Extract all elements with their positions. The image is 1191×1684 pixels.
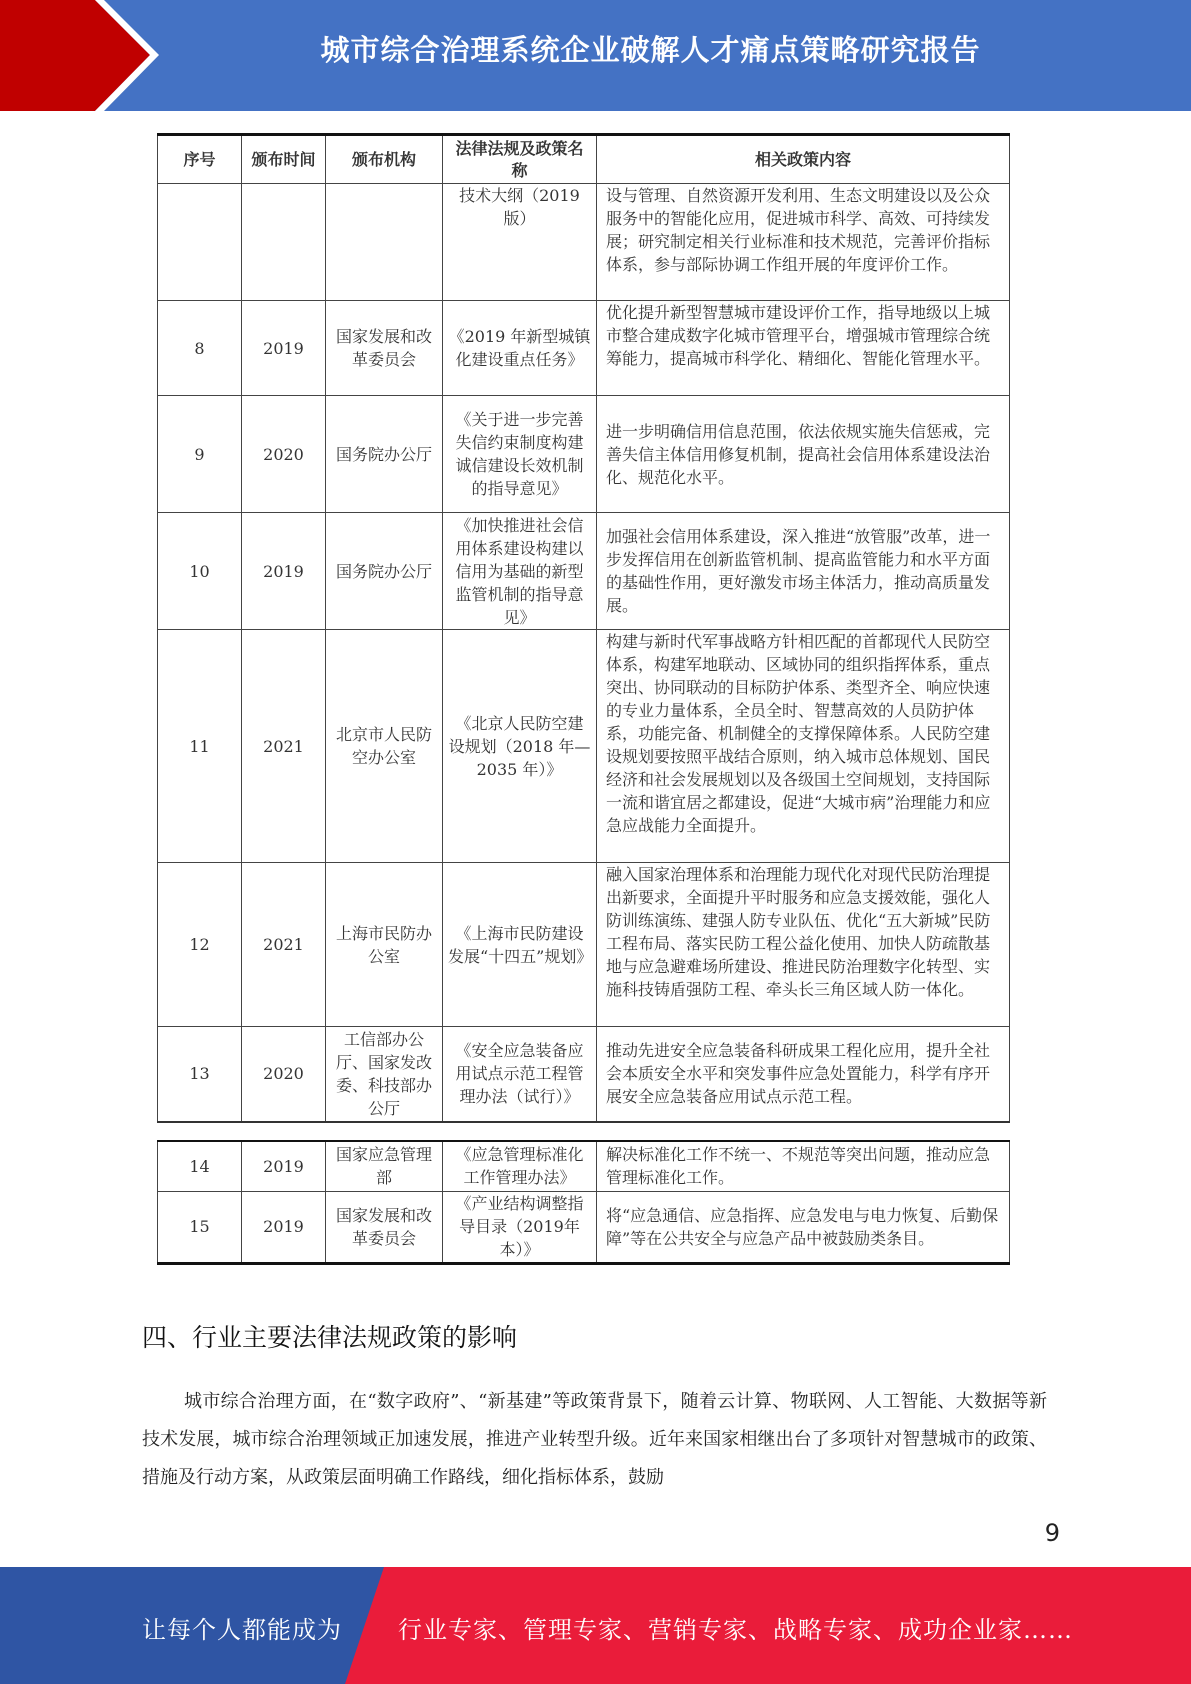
table-row	[158, 301, 1010, 396]
table-row	[158, 513, 1010, 630]
cell-content: 设与管理、自然资源开发利用、生态文明建设以及公众服务中的智能化应用，促进城市科学、高效、可持续发展；研究制定相关行业标准和技术规范，完善评价指标体系，参与部际协调工作组开展的年度评价工作。	[597, 184, 1010, 301]
cell-content: 构建与新时代军事战略方针相匹配的首都现代人民防空体系，构建军地联动、区域协同的组织指挥体系，重点突出、协同联动的目标防护体系、类型齐全、响应快速的专业力量体系，全员全时、智慧高效的人员防护体系，功能完备、机制健全的支撑保障体系。人民防空建设规划要按照平战结合原则，纳入城市总体规划、国民经济和社会发展规划以及各级国土空间规划，支持国际一流和谐宜居之都建设，促进“大城市病”治理能力和应急应战能力全面提升。	[597, 630, 1010, 863]
cell-no: 8	[158, 301, 242, 396]
cell-name: 《产业结构调整指导目录（2019年本）》	[443, 1191, 597, 1263]
cell-content: 进一步明确信用信息范围，依法依规实施失信惩戒，完善失信主体信用修复机制，提高社会信用体系建设法治化、规范化水平。	[597, 396, 1010, 513]
footer-slogan-left: 让每个人都能成为	[142, 1616, 342, 1644]
cell-year: 2019	[242, 1191, 326, 1263]
header-cell-year: 颁布时间	[242, 135, 326, 184]
cell-org: 国务院办公厅	[326, 513, 443, 630]
cell-no: 15	[158, 1191, 242, 1263]
cell-name: 《2019 年新型城镇化建设重点任务》	[443, 301, 597, 396]
cell-name: 《安全应急装备应用试点示范工程管理办法（试行）》	[443, 1027, 597, 1122]
cell-no: 11	[158, 630, 242, 863]
body-paragraph: 城市综合治理方面，在“数字政府”、“新基建”等政策背景下，随着云计算、物联网、人工智能、大数据等新技术发展，城市综合治理领域正加速发展，推进产业转型升级。近年来国家相继出台了多项针对智慧城市的政策、措施及行动方案，从政策层面明确工作路线，细化指标体系，鼓励	[142, 1391, 1047, 1488]
cell-year: 2020	[242, 396, 326, 513]
cell-name: 技术大纲（2019版）	[443, 184, 597, 301]
cell-no: 14	[158, 1141, 242, 1191]
table-row	[158, 863, 1010, 1027]
cell-no: 13	[158, 1027, 242, 1122]
cell-org: 国家应急管理部	[326, 1141, 443, 1191]
table-row	[158, 184, 1010, 301]
header-cell-content: 相关政策内容	[597, 135, 1010, 184]
policy-table-continued	[157, 1140, 1010, 1265]
cell-year: 2019	[242, 513, 326, 630]
table-row	[158, 1027, 1010, 1122]
cell-org: 国家发展和改革委员会	[326, 301, 443, 396]
cell-content: 优化提升新型智慧城市建设评价工作，指导地级以上城市整合建成数字化城市管理平台，增强城市管理综合统筹能力，提高城市科学化、精细化、智能化管理水平。	[597, 301, 1010, 396]
cell-org: 上海市民防办公室	[326, 863, 443, 1027]
document-title: 城市综合治理系统企业破解人才痛点策略研究报告	[320, 33, 981, 67]
cell-content: 将“应急通信、应急指挥、应急发电与电力恢复、后勤保障”等在公共安全与应急产品中被鼓励类条目。	[597, 1191, 1010, 1263]
cell-year	[242, 184, 326, 301]
cell-name: 《北京人民防空建设规划（2018 年—2035 年）》	[443, 630, 597, 863]
cell-content: 加强社会信用体系建设，深入推进“放管服”改革，进一步发挥信用在创新监管机制、提高监管能力和水平方面的基础性作用，更好激发市场主体活力，推动高质量发展。	[597, 513, 1010, 630]
cell-no: 10	[158, 513, 242, 630]
policy-table	[157, 133, 1010, 1123]
page-header	[0, 0, 1191, 111]
cell-org: 北京市人民防空办公室	[326, 630, 443, 863]
header-cell-org: 颁布机构	[326, 135, 443, 184]
cell-name: 《上海市民防建设发展“十四五”规划》	[443, 863, 597, 1027]
header-cell-no: 序号	[158, 135, 242, 184]
cell-org	[326, 184, 443, 301]
cell-year: 2021	[242, 630, 326, 863]
cell-content: 融入国家治理体系和治理能力现代化对现代民防治理提出新要求，全面提升平时服务和应急支援效能，强化人防训练演练、建强人防专业队伍、优化“五大新城”民防工程布局、落实民防工程公益化使用、加快人防疏散基地与应急避难场所建设、推进民防治理数字化转型、实施科技铸盾强防工程、牵头长三角区域人防一体化。	[597, 863, 1010, 1027]
cell-org: 工信部办公厅、国家发改委、科技部办公厅	[326, 1027, 443, 1122]
cell-org: 国务院办公厅	[326, 396, 443, 513]
cell-name: 《关于进一步完善失信约束制度构建诚信建设长效机制的指导意见》	[443, 396, 597, 513]
cell-no	[158, 184, 242, 301]
page-number: 9	[1044, 1519, 1060, 1547]
table-row	[158, 630, 1010, 863]
cell-year: 2020	[242, 1027, 326, 1122]
cell-name: 《加快推进社会信用体系建设构建以信用为基础的新型监管机制的指导意见》	[443, 513, 597, 630]
cell-content: 解决标准化工作不统一、不规范等突出问题，推动应急管理标准化工作。	[597, 1141, 1010, 1191]
section-heading: 四、行业主要法律法规政策的影响	[142, 1323, 518, 1352]
page-footer	[0, 1567, 1191, 1684]
cell-name: 《应急管理标准化工作管理办法》	[443, 1141, 597, 1191]
cell-year: 2019	[242, 301, 326, 396]
cell-no: 9	[158, 396, 242, 513]
footer-slogan-right: 行业专家、管理专家、营销专家、战略专家、成功企业家……	[398, 1616, 1073, 1644]
table-row	[158, 1191, 1010, 1263]
cell-year: 2021	[242, 863, 326, 1027]
table-header-row	[158, 135, 1010, 184]
table-row	[158, 396, 1010, 513]
cell-no: 12	[158, 863, 242, 1027]
table-row	[158, 1141, 1010, 1191]
cell-org: 国家发展和改革委员会	[326, 1191, 443, 1263]
header-cell-name: 法律法规及政策名称	[443, 135, 597, 184]
cell-year: 2019	[242, 1141, 326, 1191]
cell-content: 推动先进安全应急装备科研成果工程化应用，提升全社会本质安全水平和突发事件应急处置能力，科学有序开展安全应急装备应用试点示范工程。	[597, 1027, 1010, 1122]
